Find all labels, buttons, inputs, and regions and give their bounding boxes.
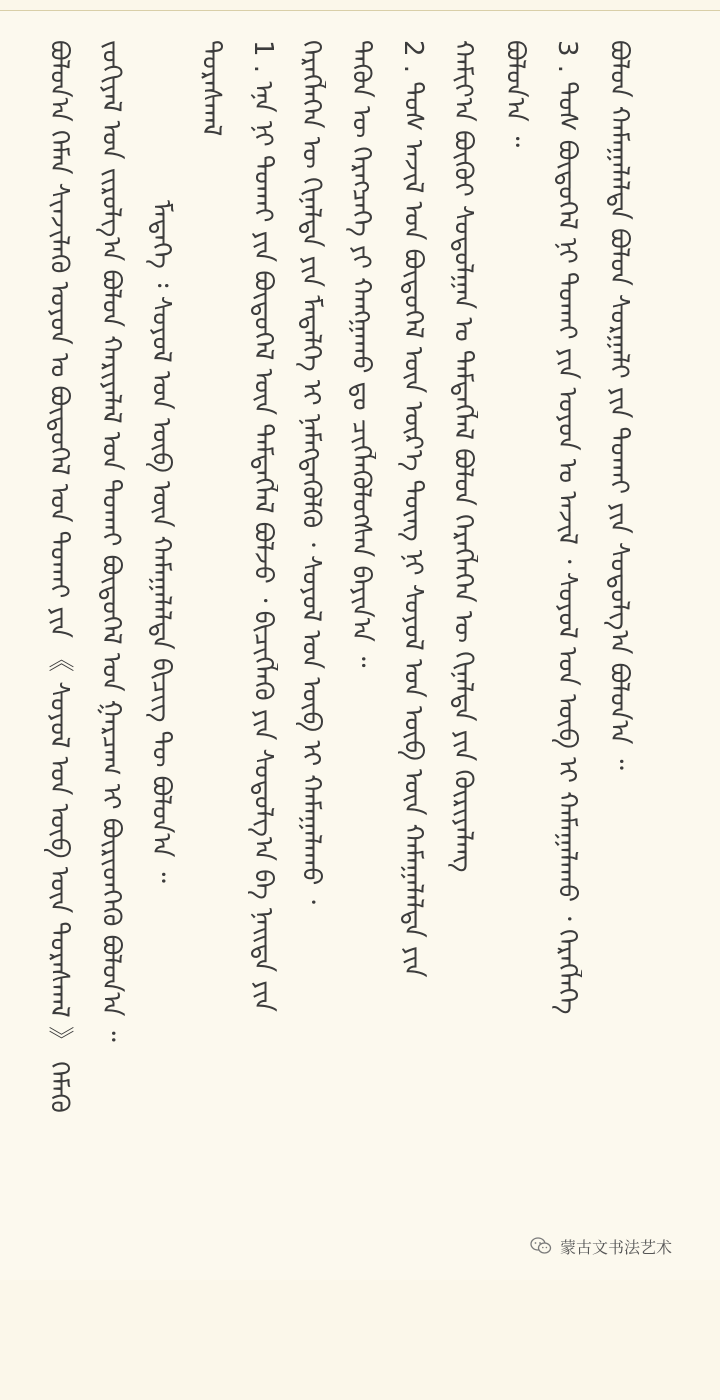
watermark: [530, 1232, 672, 1260]
text-column-8: 2 . ᠲᠤᠰ ᠠᠵᠢᠯ ᠤᠨ ᠪᠦᠲᠦᠭᠡᠯ ᠦᠨ ᠦᠷ᠎ᠡ ᠳᠦᠩ ᠨᠢ ᠰᠣᠶᠣᠯ ᠤᠨ ᠦᠪ ᠦᠨ ᠬᠠᠮᠠᠭᠠᠯᠠᠯᠲᠠ ᠶᠢᠨ: [398, 40, 428, 978]
text-column-7: ᠲᠡᠭᠦᠨ ᠦ ᠬᠡᠷᠡᠭᠴᠡᠭᠡ ᠶᠢ ᠬᠠᠩᠭᠠᠬᠤ ᠳᠤ ᠴᠢᠭᠯᠡᠭᠦᠯᠦᠭᠰᠡᠨ ᠪᠠᠶᠢᠨ᠎ᠠ ᠃: [346, 40, 376, 668]
text-column-11: 3 . ᠲᠤᠰ ᠪᠦᠲᠦᠭᠡᠯ ᠨᠢ ᠲᠤᠬᠠᠢ ᠶᠢᠨ ᠣᠶᠤᠨ ᠤ ᠠᠵᠢᠯ ᠂ ᠰᠣᠶᠣᠯ ᠤᠨ ᠦᠪ ᠢ ᠬᠠᠮᠠᠭᠠᠯᠠᠬᠤ ᠂ ᠬᠡᠷᠡᠭᠯᠡᠭᠡ: [552, 40, 582, 1015]
text-column-2: ᠵᠣᠬᠢᠶᠠᠯ ᠤᠨ ᠵᠢᠷᠤᠯᠭ᠎ᠠ ᠪᠣᠯᠤᠨ ᠬᠠᠷᠢᠶᠠᠯᠠᠯ ᠤᠨ ᠲᠤᠬᠠᠢ ᠪᠦᠲᠦᠭᠡᠯ ᠤᠨ ᠭᠠᠷᠴᠠᠭ ᠢ ᠪᠦᠷᠢᠳᠬᠡᠬᠦ ᠪᠣᠯᠤᠨ᠎ᠠ ᠃: [96, 40, 126, 1042]
text-column-1: ᠪᠣᠯᠤᠨ᠎ᠠ ᠬᠡᠮᠡᠨ ᠰᠢᠨᠵᠢᠯᠡᠬᠦ ᠣᠶᠤᠨ ᠤ ᠪᠦᠲᠦᠭᠡᠯ ᠤᠨ ᠲᠤᠬᠠᠢ ᠶᠢᠨ 《 ᠰᠣᠶᠣᠯ ᠤᠨ ᠦᠪ ᠦᠨ ᠳᠤᠷᠠᠰᠬᠠᠯ 》 ᠬᠡᠮᠡᠬᠦ: [44, 40, 74, 1113]
text-column-12: ᠪᠣᠯᠤᠨ ᠬᠠᠮᠠᠭᠠᠯᠠᠯᠲᠠ ᠪᠣᠯᠤᠨ ᠰᠤᠷᠭᠠᠯᠢ ᠶᠢᠨ ᠲᠤᠬᠠᠢ ᠶᠢᠨ ᠰᠤᠳᠤᠯᠭ᠎ᠠ ᠪᠣᠯᠤᠨ᠎ᠠ ᠃: [604, 40, 634, 770]
text-column-6: ᠬᠡᠷᠡᠭᠯᠡᠭᠡᠨ ᠦ ᠬᠢᠨᠠᠯᠲᠠ ᠶᠢᠨ ᠮᠡᠳᠡᠯᠭᠡ ᠢ ᠨᠡᠮᠡᠭᠳᠡᠭᠦᠯᠬᠦ ᠂ ᠰᠣᠶᠣᠯ ᠤᠨ ᠦᠪ ᠢ ᠬᠠᠮᠠᠭᠠᠯᠠᠬᠤ ᠂: [296, 40, 326, 905]
text-column-4: ᠳᠤᠷᠠᠰᠬᠠᠯ: [196, 40, 226, 137]
text-column-5: 1 . ᠡᠨᠡ ᠨᠢ ᠲᠤᠬᠠᠢ ᠶᠢᠨ ᠪᠦᠲᠦᠭᠡᠯ ᠦᠨ ᠲᠡᠮᠳᠡᠭᠯᠡᠯ ᠪᠣᠯᠵᠤ ᠂ ᠪᠢᠴᠢᠭ᠌ᠯᠡᠬᠦ ᠶᠢᠨ ᠰᠤᠳᠤᠯᠭ᠎ᠠ ᠪᠠ ᠨᠡᠢᠲᠡ ᠶᠢᠨ: [248, 40, 278, 1012]
wechat-icon: [530, 1236, 552, 1256]
text-column-9: ᠬᠠᠮᠢᠶ᠎ᠠ ᠪᠦᠬᠦᠢ ᠰᠤᠳᠤᠯᠭᠠᠨ ᠤ ᠲᠡᠮᠳᠡᠭᠯᠡᠯ ᠪᠣᠯᠤᠨ ᠬᠡᠷᠡᠭᠯᠡᠭᠡᠨ ᠦ ᠬᠢᠨᠠᠯᠲᠠ ᠶᠢᠨ ᠬᠦᠷᠢᠶᠡᠯᠡᠩ: [448, 40, 478, 873]
text-column-3: ᠮᠡᠳᠡᠭᠡ ᠄ ᠰᠣᠶᠣᠯ ᠤᠨ ᠦᠪ ᠦᠨ ᠬᠠᠮᠠᠭᠠᠯᠠᠯᠲᠠ ᠪᠢᠴᠢᠭ ᠲᠦ ᠪᠣᠯᠤᠨ᠎ᠠ ᠃: [146, 200, 176, 883]
text-column-10: ᠪᠣᠯᠤᠨ᠎ᠠ ᠃: [500, 40, 530, 148]
watermark-text: 蒙古文书法艺术: [560, 1237, 673, 1257]
